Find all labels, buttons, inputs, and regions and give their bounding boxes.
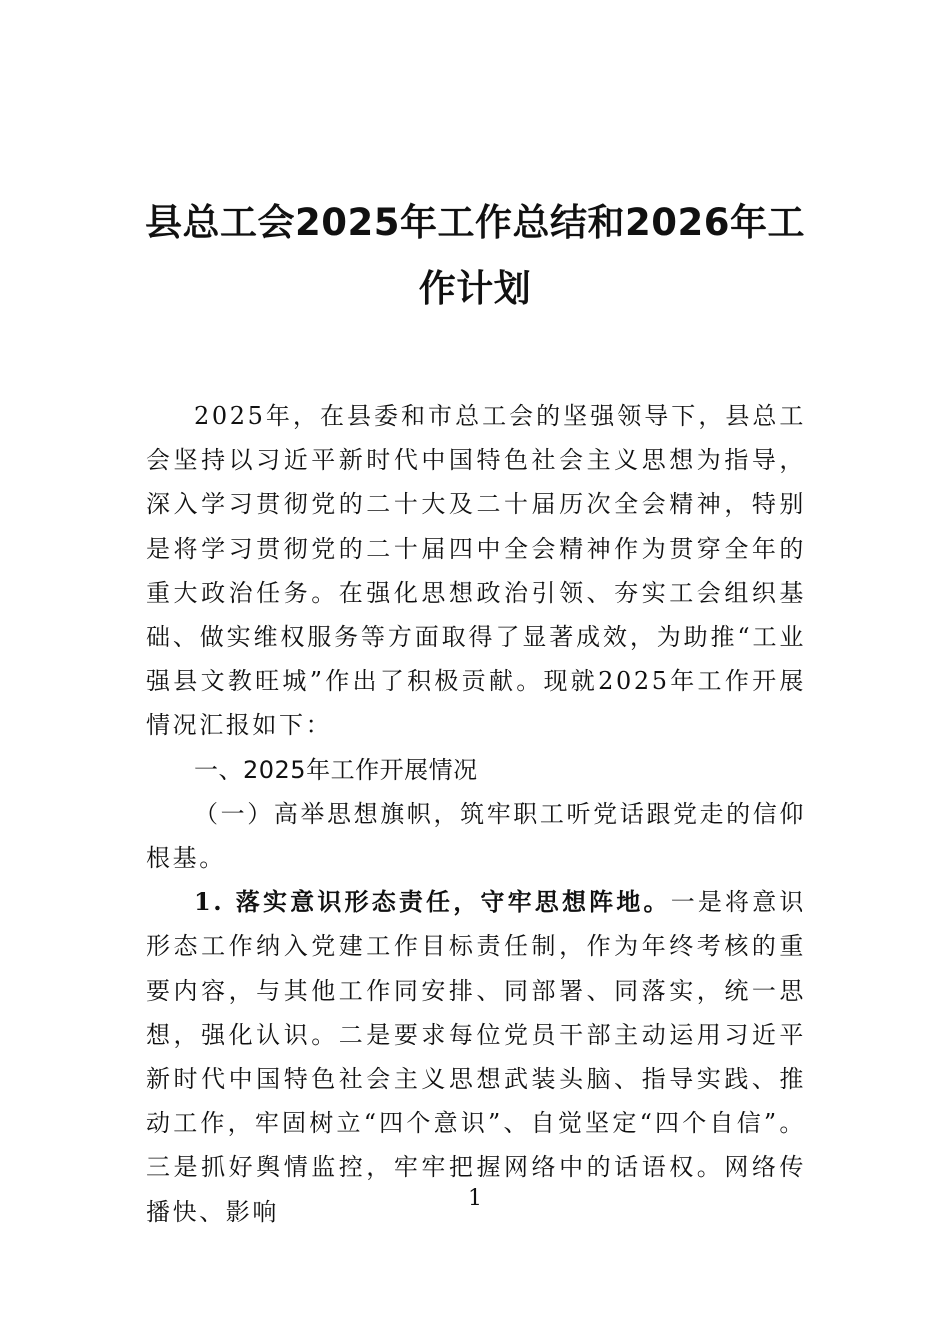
document-title: 县总工会2025年工作总结和2026年工作计划 — [145, 201, 805, 310]
page-number: 1 — [468, 1186, 482, 1211]
section-heading: 一、2025年工作开展情况 — [194, 755, 478, 784]
item-paragraph — [146, 880, 806, 1234]
intro-paragraph: 2025年，在县委和市总工会的坚强领导下，县总工会坚持以习近平新时代中国特色社会主义思想为指导，深入学习贯彻党的二十大及二十届历次全会精神，特别是将学习贯彻党的二十届四中全会精神作为贯穿全年的重大政治任务。在强化思想政治引领、夯实工会组织基础、做实维权服务等方面取得了显著成效，为助推“工业强县文教旺城”作出了积极贡献。现就2025年工作开展情况汇报如下： — [146, 402, 806, 740]
document-body — [146, 394, 806, 1234]
item-body-text: 一是将意识形态工作纳入党建工作目标责任制，作为年终考核的重要内容，与其他工作同安排、同部署、同落实，统一思想，强化认识。二是要求每位党员干部主动运用习近平新时代中国特色社会主义思想武装头脑、指导实践、推动工作，牢固树立“四个意识”、自觉坚定“四个自信”。三是抓好舆情监控，牢牢把握网络中的话语权。网络传播快、影响 — [146, 888, 807, 1226]
item-lead-text: 1. 落实意识形态责任，守牢思想阵地。 — [194, 887, 671, 917]
subsection-heading: （一）高举思想旗帜，筑牢职工听党话跟党走的信仰根基。 — [146, 799, 806, 873]
